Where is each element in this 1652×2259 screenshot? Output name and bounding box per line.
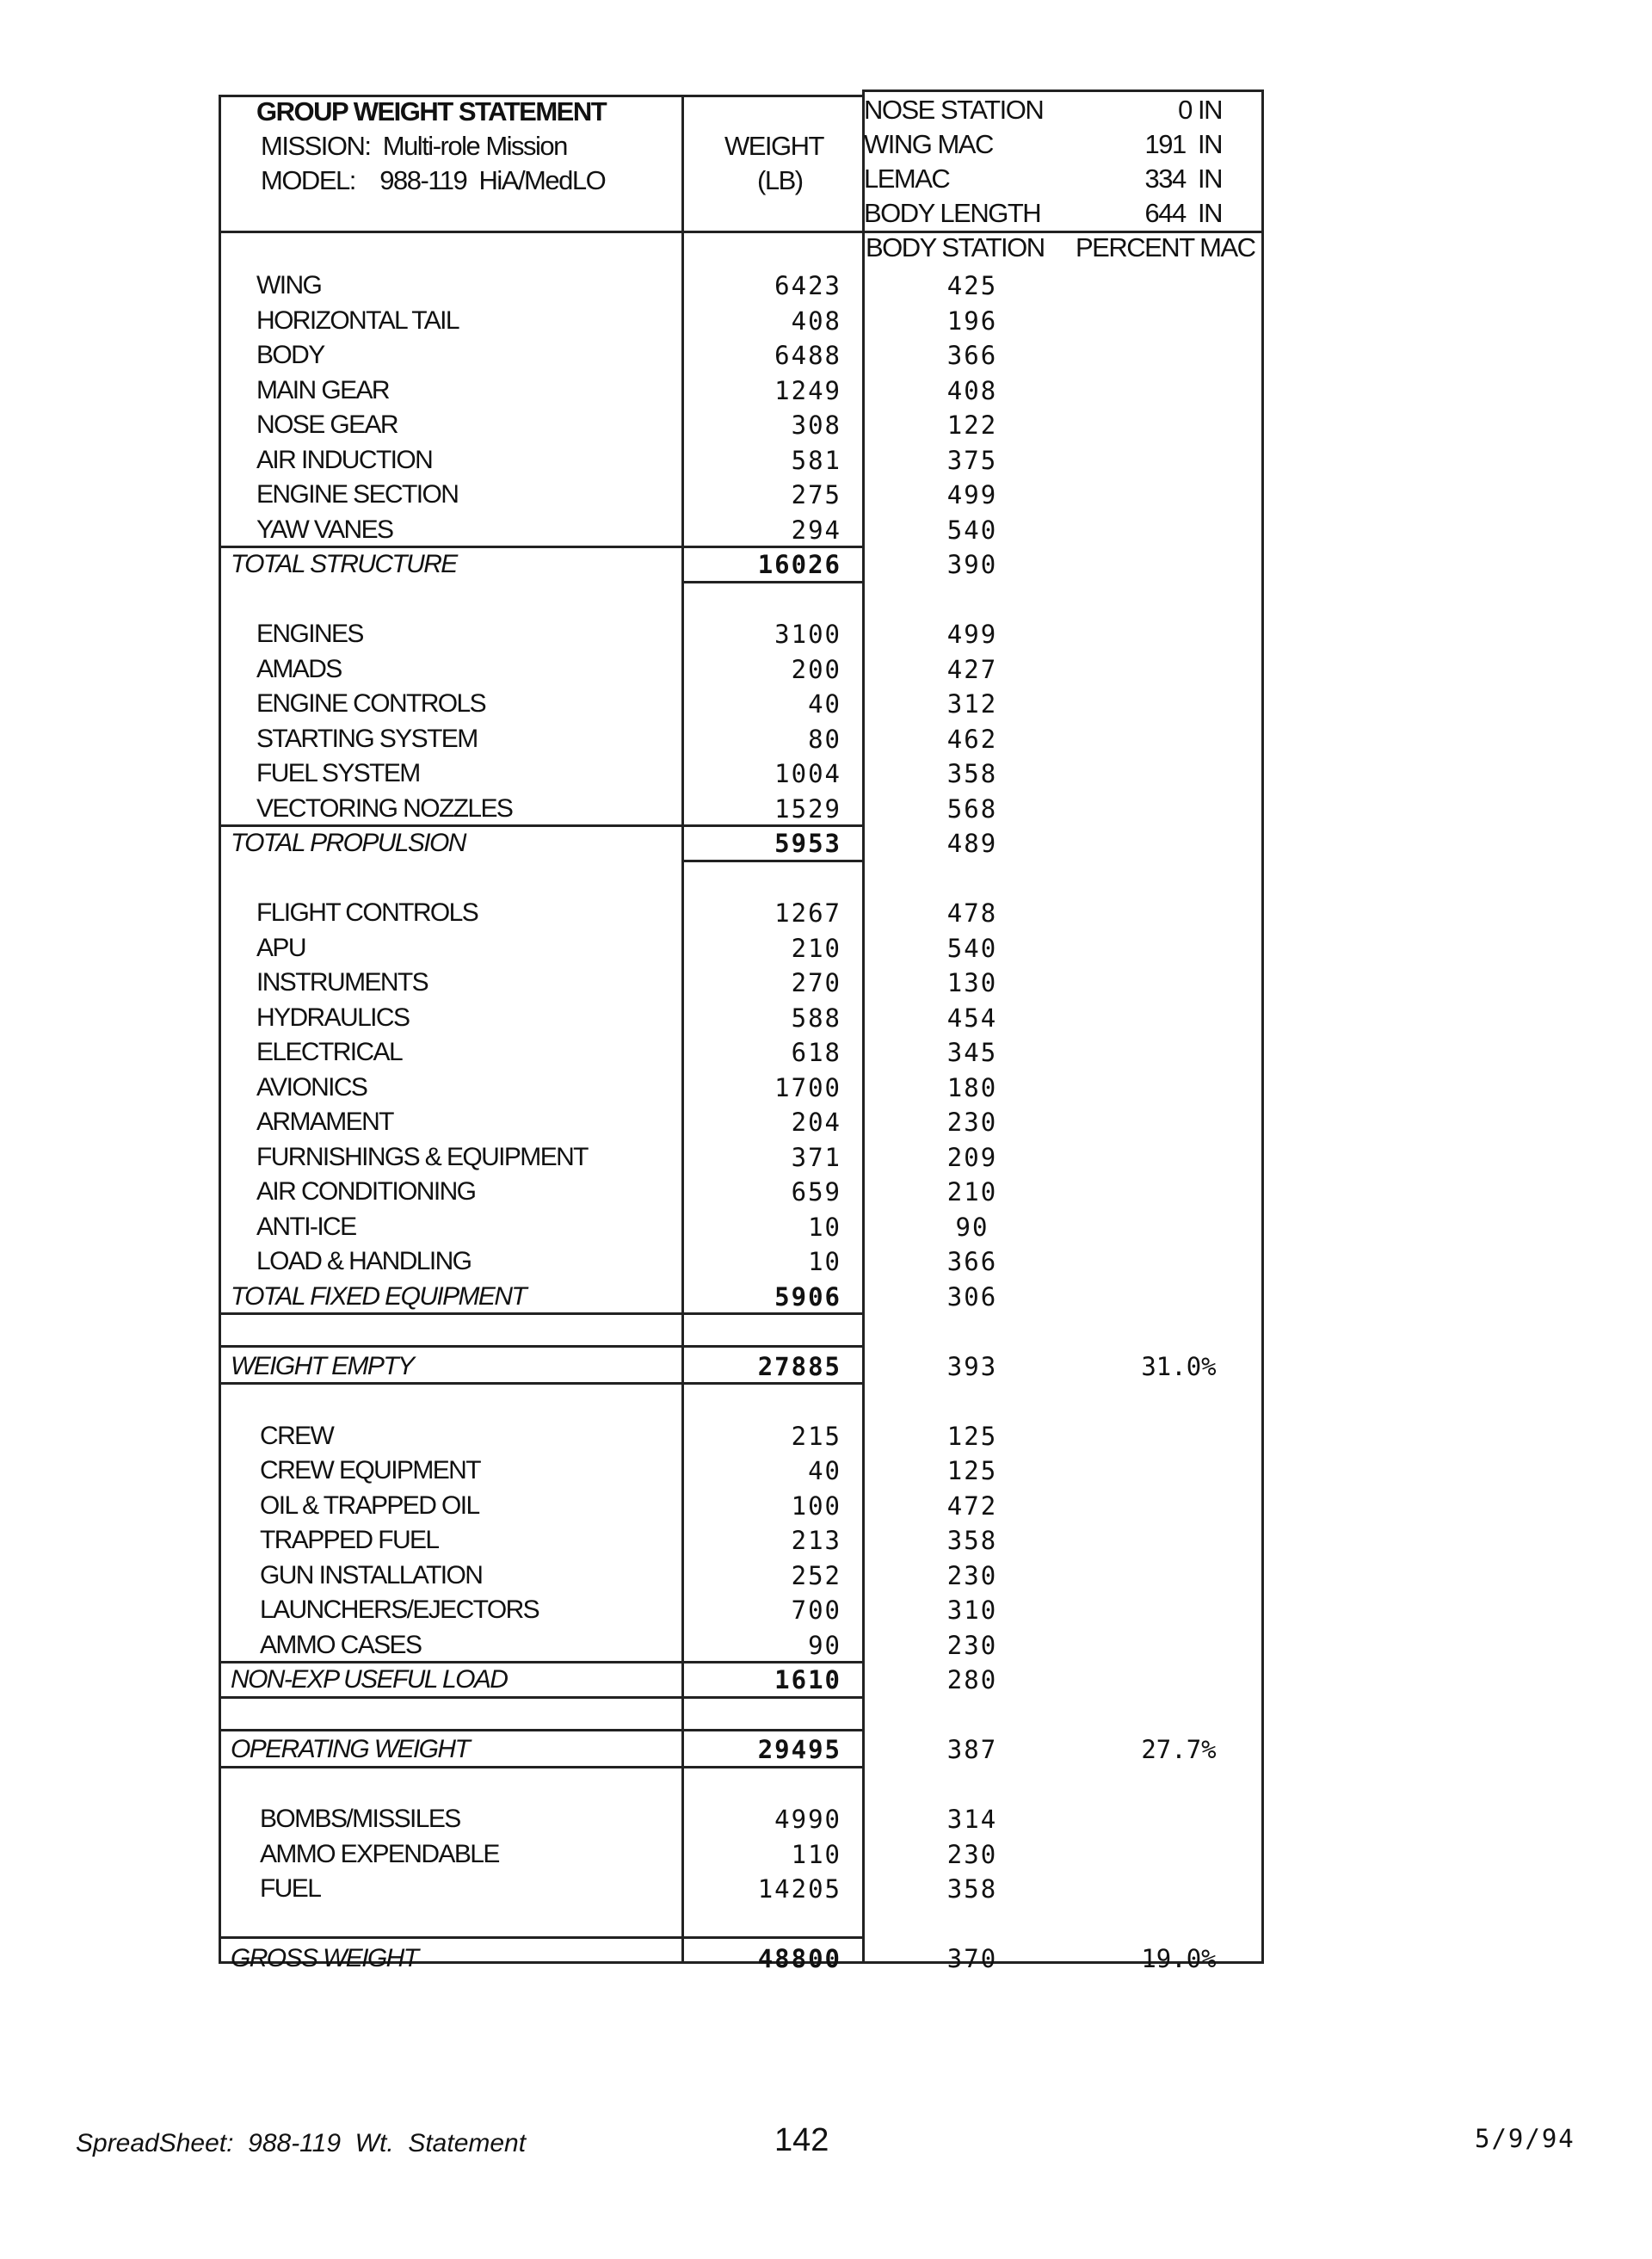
item-station: 499 — [946, 620, 998, 649]
item-station: 472 — [946, 1491, 998, 1521]
item-weight: 270 — [791, 968, 841, 997]
total-weight: 27885 — [757, 1351, 841, 1381]
item-station: 90 — [955, 1212, 989, 1242]
item-weight: 200 — [791, 654, 841, 684]
statement-title: GROUP WEIGHT STATEMENT — [256, 96, 607, 127]
item-station: 358 — [946, 1874, 998, 1904]
item-label: AMADS — [256, 654, 342, 683]
item-label: BOMBS/MISSILES — [260, 1805, 460, 1833]
item-label: ELECTRICAL — [256, 1038, 403, 1066]
percent-mac-value: 19.0% — [1141, 1944, 1217, 1973]
item-weight: 371 — [791, 1142, 841, 1172]
item-station: 454 — [946, 1003, 998, 1033]
item-weight: 90 — [808, 1630, 841, 1660]
item-weight: 10 — [808, 1212, 841, 1242]
item-weight: 408 — [791, 306, 841, 336]
reference-label: LEMAC — [864, 164, 950, 194]
item-label: AIR CONDITIONING — [256, 1177, 476, 1206]
structure-total-bottom-rule — [681, 581, 864, 583]
item-label: AIR INDUCTION — [256, 445, 433, 474]
total-label: GROSS WEIGHT — [231, 1944, 418, 1972]
model-line: MODEL: 988-119 HiA/MedLO — [261, 165, 606, 195]
total-station: 280 — [946, 1665, 998, 1694]
item-label: HYDRAULICS — [256, 1003, 410, 1032]
item-label: FURNISHINGS & EQUIPMENT — [256, 1142, 588, 1171]
total-weight: 5953 — [774, 829, 841, 858]
top-border-right — [862, 89, 1264, 92]
item-label: AMMO EXPENDABLE — [260, 1839, 499, 1868]
item-weight: 659 — [791, 1177, 841, 1207]
fixed-equipment-total-bottom-rule — [219, 1312, 864, 1315]
item-weight: 700 — [791, 1595, 841, 1625]
total-label: OPERATING WEIGHT — [231, 1735, 470, 1763]
item-station: 310 — [946, 1595, 998, 1625]
total-weight: 29495 — [757, 1735, 841, 1764]
item-station: 209 — [946, 1142, 998, 1172]
total-weight: 48800 — [757, 1944, 841, 1973]
item-label: ARMAMENT — [256, 1108, 393, 1136]
item-label: ANTI-ICE — [256, 1212, 356, 1241]
total-label: TOTAL FIXED EQUIPMENT — [231, 1281, 527, 1311]
total-label: TOTAL PROPULSION — [231, 829, 465, 857]
item-station: 312 — [946, 689, 998, 719]
propulsion-total-bottom-rule — [681, 860, 864, 862]
item-label: CREW EQUIPMENT — [260, 1456, 480, 1484]
item-station: 568 — [946, 793, 998, 824]
total-station: 390 — [946, 550, 998, 579]
item-label: AMMO CASES — [260, 1630, 422, 1659]
reference-value: 0 IN — [1178, 95, 1222, 125]
reference-label: NOSE STATION — [864, 95, 1044, 125]
item-label: INSTRUMENTS — [256, 968, 428, 997]
item-weight: 1700 — [774, 1072, 841, 1102]
item-weight: 4990 — [774, 1805, 841, 1834]
weight-empty-top-rule — [219, 1345, 864, 1348]
item-station: 358 — [946, 759, 998, 788]
item-weight: 294 — [791, 515, 841, 545]
weight-column-unit: (LB) — [757, 165, 803, 195]
item-station: 314 — [946, 1805, 998, 1834]
item-station: 375 — [946, 445, 998, 475]
total-station: 393 — [946, 1351, 998, 1381]
reference-label: BODY LENGTH — [864, 198, 1041, 228]
station-col-divider — [862, 89, 865, 1964]
item-weight: 618 — [791, 1038, 841, 1067]
item-label: ENGINE SECTION — [256, 480, 459, 509]
item-label: YAW VANES — [256, 515, 393, 544]
item-weight: 14205 — [757, 1874, 841, 1904]
item-label: HORIZONTAL TAIL — [256, 306, 459, 335]
item-weight: 1529 — [774, 793, 841, 824]
item-station: 462 — [946, 724, 998, 754]
item-weight: 213 — [791, 1526, 841, 1555]
item-station: 210 — [946, 1177, 998, 1207]
item-weight: 3100 — [774, 620, 841, 649]
item-station: 125 — [946, 1456, 998, 1485]
item-weight: 308 — [791, 410, 841, 440]
item-label: BODY — [256, 341, 324, 369]
item-label: WING — [256, 271, 322, 299]
percent-mac-column-label: PERCENT MAC — [1076, 232, 1255, 262]
reference-value: 644 IN — [1144, 198, 1222, 228]
item-label: MAIN GEAR — [256, 375, 389, 404]
item-weight: 252 — [791, 1560, 841, 1590]
left-border — [219, 95, 221, 1964]
item-weight: 210 — [791, 933, 841, 963]
item-label: OIL & TRAPPED OIL — [260, 1491, 479, 1520]
item-station: 366 — [946, 341, 998, 370]
item-station: 358 — [946, 1526, 998, 1555]
right-border — [1261, 89, 1264, 1964]
total-station: 489 — [946, 829, 998, 858]
item-label: VECTORING NOZZLES — [256, 793, 513, 823]
item-station: 366 — [946, 1247, 998, 1276]
item-label: APU — [256, 933, 305, 962]
gross-weight-top-rule — [219, 1936, 864, 1939]
item-weight: 100 — [791, 1491, 841, 1521]
item-station: 230 — [946, 1108, 998, 1137]
item-station: 540 — [946, 515, 998, 545]
item-label: FUEL — [260, 1874, 321, 1903]
item-station: 230 — [946, 1839, 998, 1869]
document-date: 5/9/94 — [1475, 2124, 1575, 2153]
item-label: LAUNCHERS/EJECTORS — [260, 1595, 539, 1624]
item-label: TRAPPED FUEL — [260, 1526, 439, 1554]
percent-mac-value: 31.0% — [1141, 1351, 1217, 1381]
item-station: 408 — [946, 375, 998, 405]
item-label: AVIONICS — [256, 1072, 367, 1102]
reference-value: 191 IN — [1144, 129, 1222, 159]
item-weight: 1249 — [774, 375, 841, 405]
total-weight: 1610 — [774, 1665, 841, 1694]
item-weight: 80 — [808, 724, 841, 754]
item-station: 230 — [946, 1630, 998, 1660]
item-station: 125 — [946, 1421, 998, 1451]
item-weight: 6488 — [774, 341, 841, 370]
weight-col-divider — [681, 95, 684, 1964]
total-label: WEIGHT EMPTY — [231, 1351, 414, 1380]
mission-line: MISSION: Multi-role Mission — [261, 131, 567, 161]
item-label: CREW — [260, 1421, 334, 1450]
item-station: 180 — [946, 1072, 998, 1102]
total-station: 387 — [946, 1735, 998, 1764]
item-weight: 10 — [808, 1247, 841, 1276]
item-station: 499 — [946, 480, 998, 509]
total-weight: 16026 — [757, 550, 841, 579]
item-weight: 581 — [791, 445, 841, 475]
item-weight: 6423 — [774, 271, 841, 300]
total-label: TOTAL STRUCTURE — [231, 550, 457, 578]
page-number: 142 — [774, 2122, 829, 2158]
item-station: 122 — [946, 410, 998, 440]
item-label: FUEL SYSTEM — [256, 759, 420, 787]
item-label: ENGINES — [256, 620, 363, 648]
item-label: STARTING SYSTEM — [256, 724, 478, 753]
operating-weight-bottom-rule — [219, 1766, 864, 1768]
weight-empty-bottom-rule — [219, 1382, 864, 1385]
item-weight: 40 — [808, 1456, 841, 1485]
spreadsheet-source: SpreadSheet: 988-119 Wt. Statement — [76, 2129, 527, 2157]
item-label: GUN INSTALLATION — [260, 1560, 483, 1589]
total-station: 370 — [946, 1944, 998, 1973]
total-weight: 5906 — [774, 1281, 841, 1312]
item-weight: 110 — [791, 1839, 841, 1869]
reference-value: 334 IN — [1144, 164, 1222, 194]
item-weight: 215 — [791, 1421, 841, 1451]
operating-weight-top-rule — [219, 1729, 864, 1731]
item-station: 345 — [946, 1038, 998, 1067]
body-station-column-label: BODY STATION — [866, 232, 1045, 262]
item-weight: 40 — [808, 689, 841, 719]
item-station: 540 — [946, 933, 998, 963]
item-weight: 1004 — [774, 759, 841, 788]
useful-load-total-bottom-rule — [219, 1696, 864, 1699]
item-station: 427 — [946, 654, 998, 684]
weight-column-label: WEIGHT — [724, 131, 823, 161]
item-station: 196 — [946, 306, 998, 336]
item-station: 130 — [946, 968, 998, 997]
item-label: ENGINE CONTROLS — [256, 689, 486, 718]
total-label: NON-EXP USEFUL LOAD — [231, 1665, 508, 1694]
total-station: 306 — [946, 1281, 998, 1312]
item-label: FLIGHT CONTROLS — [256, 898, 478, 927]
percent-mac-value: 27.7% — [1141, 1735, 1217, 1764]
item-label: LOAD & HANDLING — [256, 1247, 472, 1275]
reference-label: WING MAC — [864, 129, 993, 159]
item-station: 478 — [946, 898, 998, 928]
item-weight: 588 — [791, 1003, 841, 1033]
item-weight: 1267 — [774, 898, 841, 928]
item-label: NOSE GEAR — [256, 410, 398, 439]
item-station: 230 — [946, 1560, 998, 1590]
item-weight: 275 — [791, 480, 841, 509]
item-weight: 204 — [791, 1108, 841, 1137]
item-station: 425 — [946, 271, 998, 300]
